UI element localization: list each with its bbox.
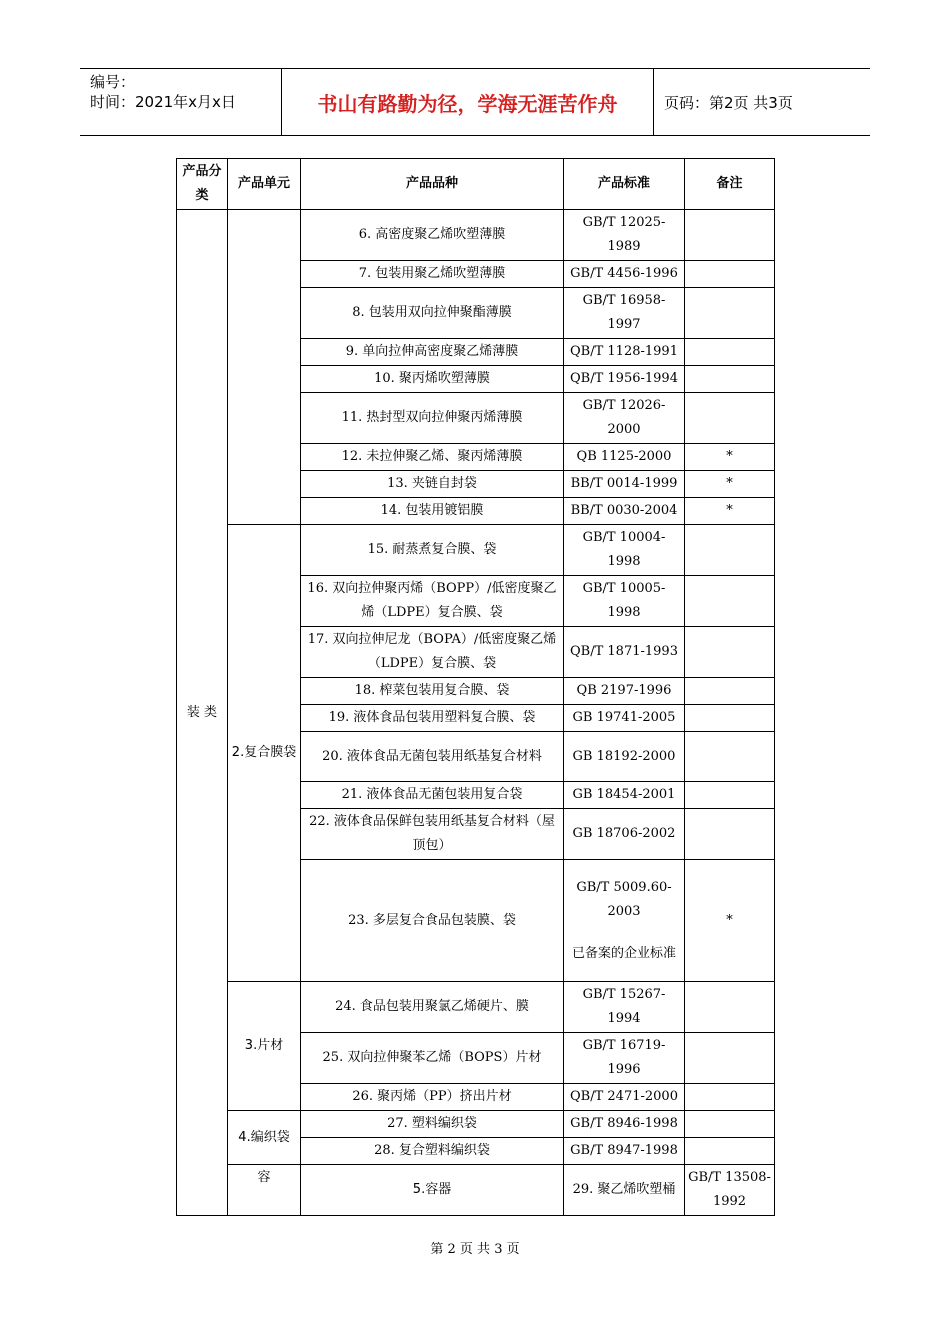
- unit-cell-1: [228, 210, 301, 525]
- table-row: [177, 1165, 775, 1216]
- variety-cell: 27. 塑料编织袋: [301, 1111, 564, 1138]
- note-cell: [685, 678, 775, 705]
- standard-cell: BB/T 0030-2004: [564, 498, 685, 525]
- standard-cell: GB/T 13508-1992: [685, 1165, 775, 1216]
- standard-cell: GB 18454-2001: [564, 782, 685, 809]
- standard-cell: GB/T 12025-1989: [564, 210, 685, 261]
- note-cell: [685, 366, 775, 393]
- note-cell: [685, 1084, 775, 1111]
- header-variety: 产品品种: [301, 159, 564, 210]
- page-info: 页码：第2页 共3页: [664, 93, 793, 112]
- standard-cell: QB/T 1871-1993: [564, 627, 685, 678]
- note-cell: [685, 1033, 775, 1084]
- standard-cell: GB/T 16719-1996: [564, 1033, 685, 1084]
- standard-cell: GB/T 15267-1994: [564, 982, 685, 1033]
- standard-cell: QB 1125-2000: [564, 444, 685, 471]
- standard-cell: GB 18706-2002: [564, 809, 685, 860]
- standard-cell: GB/T 8946-1998: [564, 1111, 685, 1138]
- variety-cell: 18. 榨菜包装用复合膜、袋: [301, 678, 564, 705]
- variety-cell: 23. 多层复合食品包装膜、袋: [301, 860, 564, 982]
- variety-cell: 16. 双向拉伸聚丙烯（BOPP）/低密度聚乙烯（LDPE）复合膜、袋: [301, 576, 564, 627]
- variety-cell: 9. 单向拉伸高密度聚乙烯薄膜: [301, 339, 564, 366]
- variety-cell: 26. 聚丙烯（PP）挤出片材: [301, 1084, 564, 1111]
- table-row: [177, 982, 775, 1033]
- note-cell: *: [685, 860, 775, 982]
- standard-cell: [564, 860, 685, 982]
- note-cell: *: [685, 444, 775, 471]
- note-cell: [685, 1138, 775, 1165]
- variety-cell: 13. 夹链自封袋: [301, 471, 564, 498]
- standard-cell: GB/T 10005-1998: [564, 576, 685, 627]
- note-cell: [685, 782, 775, 809]
- header-unit: 产品单元: [228, 159, 301, 210]
- variety-cell: 11. 热封型双向拉伸聚丙烯薄膜: [301, 393, 564, 444]
- variety-cell: 19. 液体食品包装用塑料复合膜、袋: [301, 705, 564, 732]
- page-footer: 第 2 页 共 3 页: [430, 1242, 520, 1257]
- variety-cell: 14. 包装用镀铝膜: [301, 498, 564, 525]
- note-cell: [685, 261, 775, 288]
- category-packaging: 装 类: [177, 210, 228, 1216]
- variety-cell: 21. 液体食品无菌包装用复合袋: [301, 782, 564, 809]
- unit-sheet: 3.片材: [228, 982, 301, 1111]
- unit-composite-film-bag: 2.复合膜袋: [228, 525, 301, 982]
- standard-cell: QB 2197-1996: [564, 678, 685, 705]
- note-cell: [685, 288, 775, 339]
- note-cell: [685, 576, 775, 627]
- variety-cell: 17. 双向拉伸尼龙（BOPA）/低密度聚乙烯（LDPE）复合膜、袋: [301, 627, 564, 678]
- standard-cell: GB 19741-2005: [564, 705, 685, 732]
- header-category: 产品分类: [177, 159, 228, 210]
- standard-cell: GB/T 8947-1998: [564, 1138, 685, 1165]
- variety-cell: 24. 食品包装用聚氯乙烯硬片、膜: [301, 982, 564, 1033]
- standard-cell: BB/T 0014-1999: [564, 471, 685, 498]
- variety-cell: 29. 聚乙烯吹塑桶: [564, 1165, 685, 1216]
- variety-cell: 7. 包装用聚乙烯吹塑薄膜: [301, 261, 564, 288]
- variety-cell: 22. 液体食品保鲜包装用纸基复合材料（屋顶包）: [301, 809, 564, 860]
- header-meta: [80, 69, 282, 135]
- table-row: [177, 525, 775, 576]
- standard-cell: GB/T 12026-2000: [564, 393, 685, 444]
- standard-cell: QB/T 1128-1991: [564, 339, 685, 366]
- note-cell: [685, 339, 775, 366]
- standard-cell: GB 18192-2000: [564, 732, 685, 782]
- table-header-row: [177, 159, 775, 210]
- note-cell: [685, 809, 775, 860]
- note-cell: [685, 732, 775, 782]
- standard-cell: QB/T 2471-2000: [564, 1084, 685, 1111]
- code-label: 编号：: [90, 73, 136, 91]
- standard-cell: GB/T 10004-1998: [564, 525, 685, 576]
- standard-line-2: 已备案的企业标准: [571, 945, 676, 961]
- table-row: [177, 1111, 775, 1138]
- unit-woven-bag: 4.编织袋: [228, 1111, 301, 1165]
- note-cell: *: [685, 498, 775, 525]
- unit-container: 5.容器: [301, 1165, 564, 1216]
- time-label: 时间：2021年x月x日: [90, 93, 236, 111]
- variety-cell: 6. 高密度聚乙烯吹塑薄膜: [301, 210, 564, 261]
- variety-cell: 8. 包装用双向拉伸聚酯薄膜: [301, 288, 564, 339]
- variety-cell: 20. 液体食品无菌包装用纸基复合材料: [301, 732, 564, 782]
- standard-cell: GB/T 16958-1997: [564, 288, 685, 339]
- header-standard: 产品标准: [564, 159, 685, 210]
- note-cell: *: [685, 471, 775, 498]
- note-cell: [685, 627, 775, 678]
- note-cell: [685, 210, 775, 261]
- variety-cell: 10. 聚丙烯吹塑薄膜: [301, 366, 564, 393]
- variety-cell: 28. 复合塑料编织袋: [301, 1138, 564, 1165]
- category-container: 容: [228, 1165, 301, 1216]
- standard-cell: QB/T 1956-1994: [564, 366, 685, 393]
- variety-cell: 15. 耐蒸煮复合膜、袋: [301, 525, 564, 576]
- note-cell: [685, 393, 775, 444]
- variety-cell: 12. 未拉伸聚乙烯、聚丙烯薄膜: [301, 444, 564, 471]
- standard-cell: GB/T 4456-1996: [564, 261, 685, 288]
- note-cell: [685, 525, 775, 576]
- motto: 书山有路勤为径，学海无涯苦作舟: [282, 69, 654, 135]
- note-cell: [685, 1111, 775, 1138]
- table-row: [177, 210, 775, 261]
- standard-line-1: GB/T 5009.60-2003: [576, 879, 672, 919]
- note-cell: [685, 982, 775, 1033]
- product-table: [176, 158, 775, 1216]
- header-note: 备注: [685, 159, 775, 210]
- page-header: [80, 68, 870, 136]
- variety-cell: 25. 双向拉伸聚苯乙烯（BOPS）片材: [301, 1033, 564, 1084]
- note-cell: [685, 705, 775, 732]
